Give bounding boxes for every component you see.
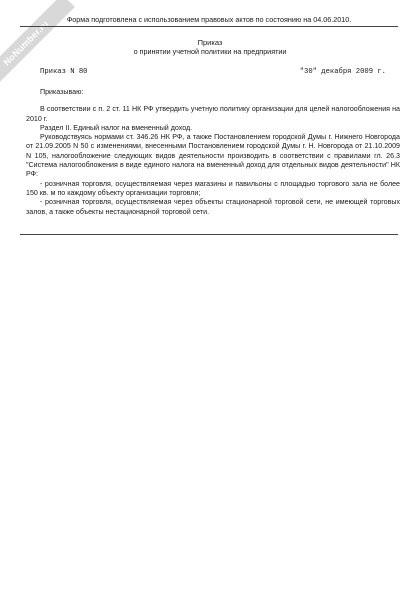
document-body [26, 88, 400, 217]
section-heading: Раздел II. Единый налог на вмененный доход. [40, 123, 193, 132]
order-intro: Приказываю: [40, 88, 84, 96]
document-subtitle: о принятии учетной политики на предприятии [133, 47, 287, 56]
body-paragraph: Руководствуясь нормами ст. 346.26 НК РФ, а также Постановлением городской Думы г. Нижнего Новгорода от 21.09.2005 N 50 с изменениями, внесенными Постановлением городской Думы г. Н. Новгорода от 21.10.2009 N 105, налогообложение следующих видов деятельности производить в соответствии с правилами гл. 26.3 "Система налогообложения в виде единого налога на вмененный доход для отдельных видов деятельности" НК РФ: [26, 133, 400, 179]
order-date: "30" декабря 2009 г. [299, 68, 386, 76]
watermark-ribbon: NoNumber.ru [0, 0, 75, 92]
body-paragraph: В соответствии с п. 2 ст. 11 НК РФ утвердить учетную политику организации для целей налогообложения на 2010 г. [26, 105, 400, 123]
order-number: Приказ N 80 [40, 68, 88, 76]
bottom-divider [20, 234, 398, 235]
list-item: - розничная торговля, осуществляемая через магазины и павильоны с площадью торгового зала не более 150 кв. м по каждому объекту организации торговли; [26, 179, 400, 197]
header-note: Форма подготовлена с использованием правовых актов по состоянию на 04.06.2010. [20, 15, 398, 27]
list-item: - розничная торговля, осуществляемая через объекты стационарной торговой сети, не имеющей торговых залов, а также объекты нестационарной торговой сети. [26, 198, 400, 216]
document-title: Приказ [197, 38, 223, 47]
